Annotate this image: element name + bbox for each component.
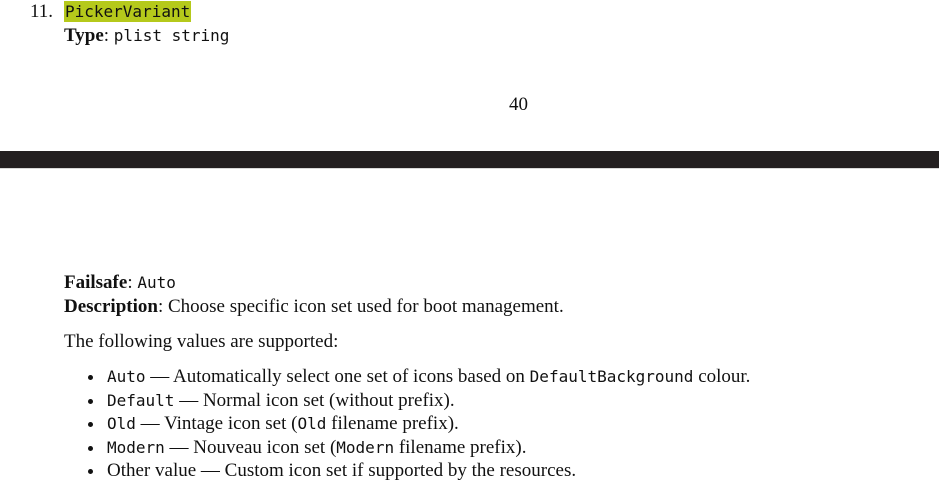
values-intro: The following values are supported: xyxy=(64,331,339,352)
list-item xyxy=(86,366,750,390)
supported-values-list xyxy=(86,366,750,484)
value-code: Old xyxy=(107,414,136,434)
description-line: Description: Choose specific icon set used for boot management. xyxy=(64,296,564,317)
value-text-after: colour. xyxy=(693,366,751,387)
value-text: — Normal icon set (without prefix). xyxy=(174,389,455,411)
value-text: — Vintage icon set ( xyxy=(135,413,298,435)
bullet-icon xyxy=(88,446,93,451)
value-code-inline: Old xyxy=(297,414,327,434)
bullet-icon xyxy=(88,422,93,427)
value-code: Auto xyxy=(107,367,146,386)
type-line: Type: plist string xyxy=(64,25,230,46)
failsafe-line: Failsafe: Auto xyxy=(64,272,176,293)
value-text-after: filename prefix). xyxy=(394,436,527,458)
value-code-inline: DefaultBackground xyxy=(529,367,694,386)
failsafe-label: Failsafe xyxy=(64,272,128,293)
failsafe-value: Auto xyxy=(137,273,176,292)
value-text: Other value — Custom icon set if supported by the resources. xyxy=(107,460,577,482)
list-item xyxy=(86,460,750,484)
value-text-after: filename prefix). xyxy=(326,413,459,435)
value-code: Default xyxy=(107,390,175,410)
list-item xyxy=(86,437,750,461)
value-code-inline: Modern xyxy=(336,437,395,457)
page-number: 40 xyxy=(509,94,528,115)
value-code: Modern xyxy=(107,437,165,457)
page-separator-edge xyxy=(0,168,939,169)
type-label: Type xyxy=(64,25,104,46)
highlighted-key-name: PickerVariant xyxy=(65,2,191,21)
bullet-icon xyxy=(88,469,93,474)
list-item xyxy=(86,413,750,437)
list-item-number: 11. xyxy=(30,1,54,22)
value-text: — Automatically select one set of icons based on xyxy=(145,366,530,387)
page-separator xyxy=(0,151,939,168)
description-text: Choose specific icon set used for boot management. xyxy=(167,296,564,317)
description-label: Description xyxy=(64,296,158,317)
bullet-icon xyxy=(88,399,93,404)
value-text: — Nouveau icon set ( xyxy=(164,436,337,458)
bullet-icon xyxy=(88,375,93,380)
type-value: plist string xyxy=(113,26,230,45)
list-item xyxy=(86,390,750,414)
